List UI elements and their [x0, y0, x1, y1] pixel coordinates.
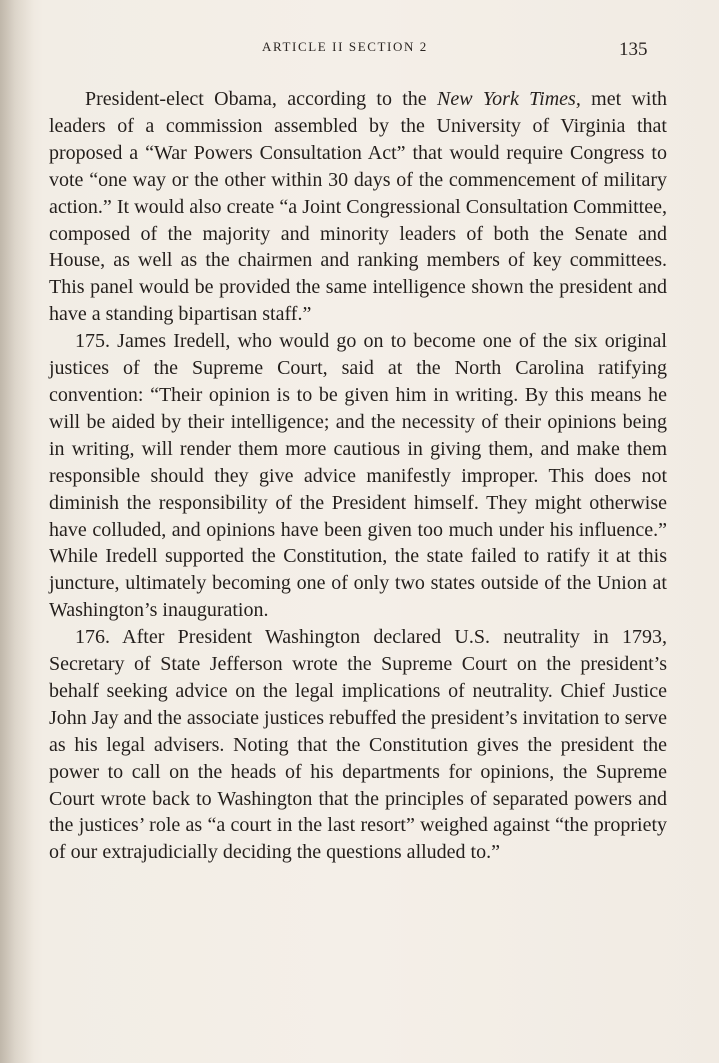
body-text: [49, 86, 667, 866]
note-175: 175. James Iredell, who would go on to become one of the six original justices of the Supreme Court, said at the North Carolina ratifying convention: “Their opinion is to be given him in writing. By this means he will be aided by their intelligence; and the necessity of their opinions being in writing, will render them more cautious in giving them, and make them responsible should they give advice manifestly improper. This does not diminish the responsibility of the President himself. They might otherwise have colluded, and opinions have been given too much under his influence.” While Iredell supported the Constitution, the state failed to ratify it at this juncture, ultimately becoming one of only two states outside of the Union at Washington’s inauguration.: [49, 330, 667, 622]
running-head: [0, 37, 719, 61]
note-176: 176. After President Washington declared U.S. neutrality in 1793, Secretary of State Jefferson wrote the Supreme Court on the president’s behalf seeking advice on the legal implications of neutrality. Chief Justice John Jay and the associate justices rebuffed the president’s invitation to serve as his legal advisers. Noting that the Constitution gives the president the power to call on the heads of his departments for opinions, the Supreme Court wrote back to Washington that the principles of separated powers and the justices’ role as “a court in the last resort” weighed against “the propriety of our extrajudicially deciding the questions alluded to.”: [49, 626, 667, 864]
paragraph-obama-before: President-elect Obama, according to the: [85, 88, 438, 110]
running-head-section: ARTICLE II SECTION 2: [262, 39, 428, 54]
paragraph-obama: [49, 86, 667, 328]
paragraph-obama-after: met with leaders of a commission assembled by the University of Virginia that proposed a “War Powers Consultation Act” that would require Congress to vote “one way or the other within 30 days of the commencement of military action.” It would also create “a Joint Congressional Consultation Committee, composed of the majority and minority leaders of both the Senate and House, as well as the chairmen and ranking members of key committees. This panel would be provided the same intelligence shown the president and have a standing bipartisan staff.”: [49, 88, 668, 326]
page-number: 135: [619, 39, 648, 60]
spine-shadow: [0, 0, 34, 1063]
newspaper-title: New York Times,: [437, 88, 581, 110]
